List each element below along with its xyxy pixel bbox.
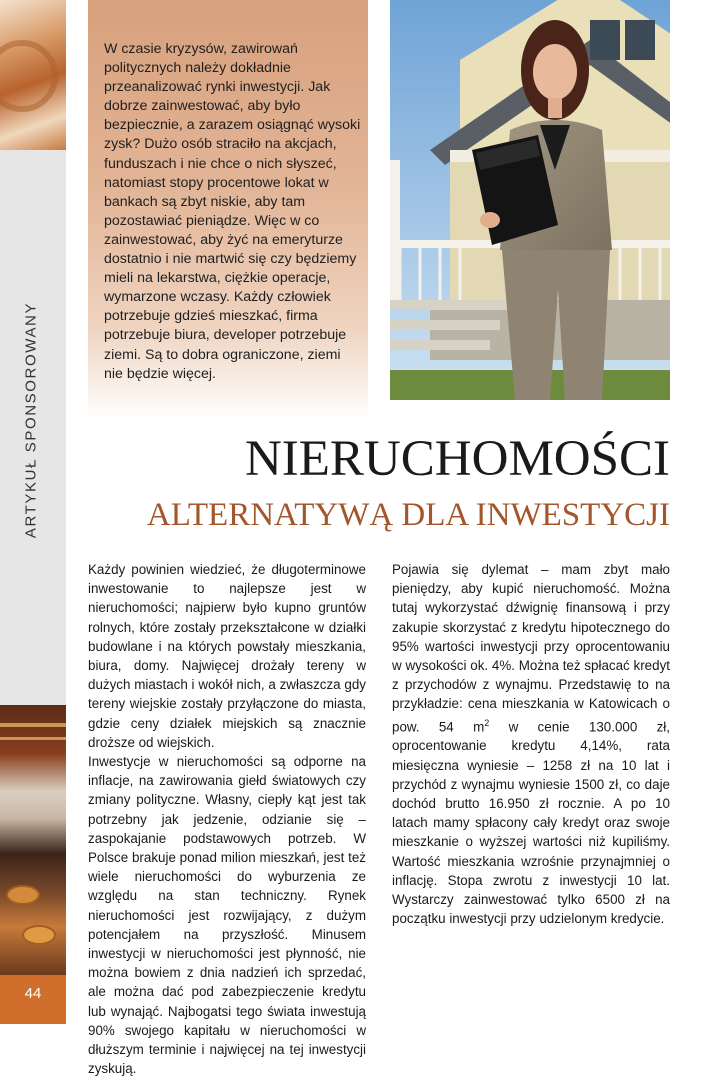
body-paragraph	[392, 560, 670, 928]
body-column-right	[392, 560, 670, 928]
page-number-box	[0, 975, 66, 1024]
photo-illustration	[390, 0, 670, 400]
book-spine-stripe	[0, 723, 66, 727]
section-label: ARTYKUŁ SPONSOROWANY	[22, 301, 40, 539]
page-number: 44	[24, 985, 42, 1002]
body-paragraph: Każdy powinien wiedzieć, że długoterminowe inwestowanie to najlepsze jest w nieruchomości; najpierw było kupno gruntów rolnych, które zostały przekształcone w działki budowlane i na których powstały mieszkania, biura, domy. Najwięcej drożały tereny w dużych miastach i wokół nich, a zwłaszcza gdy tereny wiejskie zostały przyłączone do miasta, gdzie ceny działek miejskich są znacznie droższe od wiejskich.	[88, 562, 366, 750]
superscript: 2	[484, 717, 490, 728]
body-paragraph: Inwestycje w nieruchomości są odporne na inflacje, na zawirowania giełd światowych czy zmiany polityczne. Własny, ciepły kąt jest tak potrzebny jak jedzenie, odzianie się – zaspokajanie podstawowych potrzeb. W Polsce brakuje ponad milion mieszkań, jest też wiele nieruchomości do wyburzenia ze względu na stan techniczny. Rynek nieruchomości jest rozwijający, z dużym potencjałem na przyszłość. Minusem inwestycji w nieruchomości jest płynność, nie można bowiem z dnia nadzień ich sprzedać, ale można dać pod zabezpieczenie kredytu lub wynająć. Najbogatsi tego świata inwestują 90% swojego kapitału w nieruchomości w dłuższym terminie i najwięcej na tej inwestycji zyskują.	[88, 754, 366, 1077]
article-subtitle: ALTERNATYWĄ DLA INWESTYCJI	[146, 497, 670, 533]
body-text: w cenie 130.000 zł, oprocentowanie kredytu 4,14%, rata miesięczna wyniesie – 1258 zł na 10 lat i przychód z wynajmu wyniesie 1500 zł, co daje dochód brutto 16.950 zł rocznie. A po 10 latach mamy spłacony cały kredyt oraz swoje mieszkanie o wyższej wartości niż kupiliśmy. Wartość mieszkania wzrośnie przynajmniej o inflację. Stopa zwrotu z inwestycji 10 lat. Wystarczy zainwestować tylko 6500 zł na początku inwestycji przy udzielonym kredycie.	[392, 719, 670, 927]
book-spine-stripe	[0, 737, 66, 740]
woman-with-folder-photo	[390, 0, 670, 400]
body-text: Pojawia się dylemat – mam zbyt mało pieniędzy, aby kupić nieruchomość. Można tutaj wykorzystać dźwignię finansową i przy zakupie skorzystać z kredytu hipotecznego do 95% wartości inwestycji przy oprocentowaniu w wysokości ok. 4%. Można też spłacać kredyt z przychodów z wynajmu. Przedstawię to na przykładzie: cena mieszkania w Katowicach o pow. 54 m	[392, 562, 670, 735]
decorative-photo-books-coins	[0, 705, 66, 975]
intro-text: W czasie kryzysów, zawirowań politycznych należy dokładnie przeanalizować rynki inwestycji. Jak dobrze zainwestować, aby było bezpiecznie, a zarazem osiągnąć wysoki zysk? Dużo osób straciło na akcjach, funduszach i nie chce o nich słyszeć, natomiast stopy procentowe lokat w bankach są zbyt niskie, aby tam pozostawiać pieniądze. Więc w co zainwestować, aby żyć na emeryturze dostatnio i nie martwić się czy będziemy mieli na lekarstwa, ciężkie operacje, wymarzone wczasy. Każdy człowiek potrzebuje gdzieś mieszkać, firma potrzebuje biura, developer potrzebuje ziemi. Są to dobra ograniczone, ziemi nie będzie więcej.	[104, 41, 361, 382]
article-title: NIERUCHOMOŚCI	[244, 431, 670, 487]
coin-icon	[22, 925, 56, 945]
coin-icon	[6, 885, 40, 905]
decorative-photo-top	[0, 0, 66, 150]
body-column-left	[88, 560, 366, 1078]
